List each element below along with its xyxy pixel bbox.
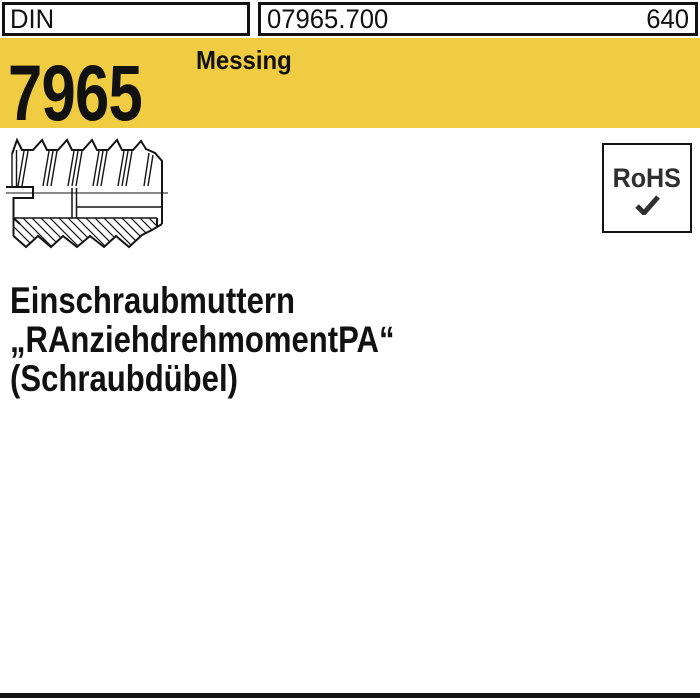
left-end-face	[12, 150, 17, 187]
header-din-box	[2, 2, 250, 36]
product-title: Einschraubmuttern	[10, 280, 295, 321]
rohs-badge	[602, 143, 692, 233]
product-description	[10, 281, 394, 398]
header-article-box	[258, 2, 698, 36]
section-hatching	[6, 217, 176, 249]
rohs-label: RoHS	[612, 163, 682, 193]
technical-drawing	[6, 134, 176, 256]
product-note: (Schraubdübel)	[10, 358, 238, 399]
catalog-page-number: 640	[646, 3, 689, 34]
checkmark-icon	[633, 195, 661, 215]
thread-flank-lines	[18, 151, 153, 186]
material-label: Messing	[196, 45, 292, 75]
article-number: 07965.700	[267, 3, 389, 34]
bore-lines	[14, 207, 163, 218]
slot-outline	[6, 187, 33, 236]
product-subtitle: „RAnziehdrehmomentPA“	[10, 319, 395, 360]
standard-number-banner: 7965	[8, 48, 142, 137]
footer-bar	[0, 693, 700, 698]
slot-end-lines	[72, 188, 77, 218]
outer-profile-top	[12, 140, 162, 224]
din-standard-label: DIN	[10, 3, 55, 34]
